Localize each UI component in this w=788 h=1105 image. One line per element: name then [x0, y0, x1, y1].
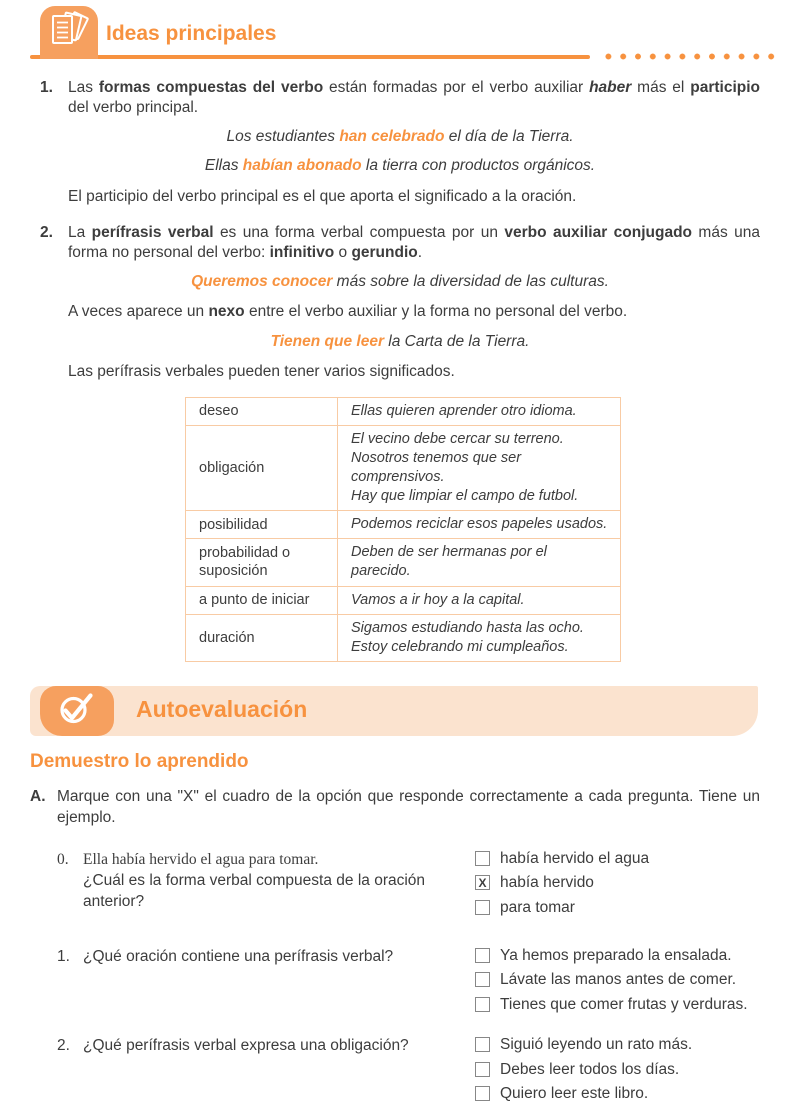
- item-text: La perífrasis verbal es una forma verbal compuesta por un verbo auxiliar conjugado más una forma no personal del verbo: infinitivo o gerundio.: [68, 223, 760, 261]
- option-checkbox[interactable]: [475, 1062, 490, 1077]
- question-text-column: [83, 946, 475, 967]
- section-title-ideas: Ideas principales: [106, 22, 277, 45]
- instruction-letter: A.: [30, 787, 46, 805]
- table-row: [186, 511, 621, 539]
- example-sentence: Queremos conocer más sobre la diversidad de las culturas.: [191, 272, 609, 290]
- autoeval-badge: [40, 686, 114, 736]
- option-checkbox[interactable]: [475, 900, 490, 915]
- item-text: Las formas compuestas del verbo están formadas por el verbo auxiliar haber más el participio del verbo principal.: [68, 79, 760, 117]
- meaning-label-cell: a punto de iniciar: [186, 586, 338, 614]
- meaning-examples-cell: Deben de ser hermanas por el parecido.: [338, 539, 621, 586]
- options-list: [475, 1035, 788, 1104]
- question-text-column: [83, 849, 475, 913]
- question-block-2: [0, 1035, 788, 1104]
- meaning-label-cell: probabilidad o suposición: [186, 539, 338, 586]
- question-text: ¿Cuál es la forma verbal compuesta de la oración anterior?: [83, 872, 426, 911]
- option-checkbox[interactable]: [475, 1037, 490, 1052]
- meaning-label-cell: deseo: [186, 397, 338, 425]
- note-text: A veces aparece un nexo entre el verbo auxiliar y la forma no personal del verbo.: [68, 303, 628, 321]
- option-label: Siguió leyendo un rato más.: [500, 1036, 693, 1054]
- option-checkbox[interactable]: [475, 851, 490, 866]
- option-row[interactable]: [475, 873, 788, 893]
- table-row: [186, 586, 621, 614]
- option-checkbox[interactable]: [475, 1086, 490, 1101]
- meanings-table: [185, 397, 621, 662]
- table-row: [186, 425, 621, 511]
- meaning-label-cell: duración: [186, 614, 338, 661]
- question-text-column: [83, 1035, 475, 1056]
- question-text: ¿Qué oración contiene una perífrasis verbal?: [83, 948, 394, 966]
- subtitle-demuestro: Demuestro lo aprendido: [30, 750, 249, 772]
- option-label: Debes leer todos los días.: [500, 1060, 680, 1078]
- header-rule: [30, 55, 590, 59]
- header-dotted-line: [601, 52, 780, 61]
- option-checkbox[interactable]: [475, 972, 490, 987]
- option-label: Quiero leer este libro.: [500, 1085, 649, 1103]
- note-text: Las perífrasis verbales pueden tener varios significados.: [68, 363, 455, 381]
- option-row[interactable]: [475, 898, 788, 918]
- option-row[interactable]: [475, 995, 788, 1015]
- example-sentence: Los estudiantes han celebrado el día de la Tierra.: [226, 128, 574, 146]
- option-row[interactable]: [475, 1035, 788, 1055]
- meaning-label-cell: posibilidad: [186, 511, 338, 539]
- table-row: [186, 397, 621, 425]
- section-title-autoeval: Autoevaluación: [136, 695, 308, 722]
- numbered-item-1: [40, 78, 760, 118]
- option-row[interactable]: [475, 1060, 788, 1080]
- meaning-examples-cell: Podemos reciclar esos papeles usados.: [338, 511, 621, 539]
- meaning-examples-cell: Vamos a ir hoy a la capital.: [338, 586, 621, 614]
- question-number: 0.: [57, 850, 69, 868]
- ideas-section: [0, 78, 788, 662]
- autoeval-section: [0, 686, 788, 1105]
- item-number: 2.: [40, 223, 53, 241]
- option-label: Ya hemos preparado la ensalada.: [500, 947, 732, 965]
- meaning-examples-cell: El vecino debe cercar su terreno. Nosotros tenemos que ser comprensivos. Hay que limpiar el campo de futbol.: [338, 425, 621, 511]
- option-checkbox[interactable]: [475, 997, 490, 1012]
- note-text: El participio del verbo principal es el que aporta el significado a la oración.: [68, 187, 577, 205]
- option-label: había hervido: [500, 874, 594, 892]
- question-text: ¿Qué perífrasis verbal expresa una obligación?: [83, 1037, 409, 1055]
- stacked-documents-icon: [46, 9, 92, 56]
- table-row: [186, 539, 621, 586]
- option-row[interactable]: [475, 946, 788, 966]
- options-list: [475, 849, 788, 918]
- instruction-a: [30, 786, 760, 829]
- example-sentence: Ellas habían abonado la tierra con productos orgánicos.: [204, 157, 596, 175]
- question-block-0: [0, 849, 788, 918]
- item-number: 1.: [40, 79, 53, 96]
- option-label: para tomar: [500, 898, 575, 916]
- option-label: Lávate las manos antes de comer.: [500, 971, 737, 989]
- ideas-header: [0, 0, 788, 62]
- option-row[interactable]: [475, 1084, 788, 1104]
- question-block-1: [0, 946, 788, 1015]
- table-row: [186, 614, 621, 661]
- question-number: 2.: [57, 1037, 70, 1055]
- meaning-examples-cell: Ellas quieren aprender otro idioma.: [338, 397, 621, 425]
- question-example-sentence: Ella había hervido el agua para tomar.: [83, 850, 319, 868]
- option-label: Tienes que comer frutas y verduras.: [500, 995, 748, 1013]
- option-row[interactable]: [475, 970, 788, 990]
- question-number: 1.: [57, 948, 70, 966]
- instruction-text: Marque con una "X" el cuadro de la opción que responde correctamente a cada pregunta. Tiene un ejemplo.: [57, 787, 760, 827]
- autoeval-banner: [30, 686, 758, 736]
- option-row[interactable]: [475, 849, 788, 869]
- option-checkbox[interactable]: X: [475, 875, 490, 890]
- numbered-item-2: [40, 223, 760, 263]
- header-badge: [40, 6, 98, 59]
- example-sentence: Tienen que leer la Carta de la Tierra.: [270, 333, 530, 351]
- option-checkbox[interactable]: [475, 948, 490, 963]
- circle-check-icon: [57, 689, 97, 732]
- meaning-examples-cell: Sigamos estudiando hasta las ocho. Estoy celebrando mi cumpleaños.: [338, 614, 621, 661]
- questions-list: [0, 849, 788, 1105]
- options-list: [475, 946, 788, 1015]
- option-label: había hervido el agua: [500, 849, 650, 867]
- meaning-label-cell: obligación: [186, 425, 338, 511]
